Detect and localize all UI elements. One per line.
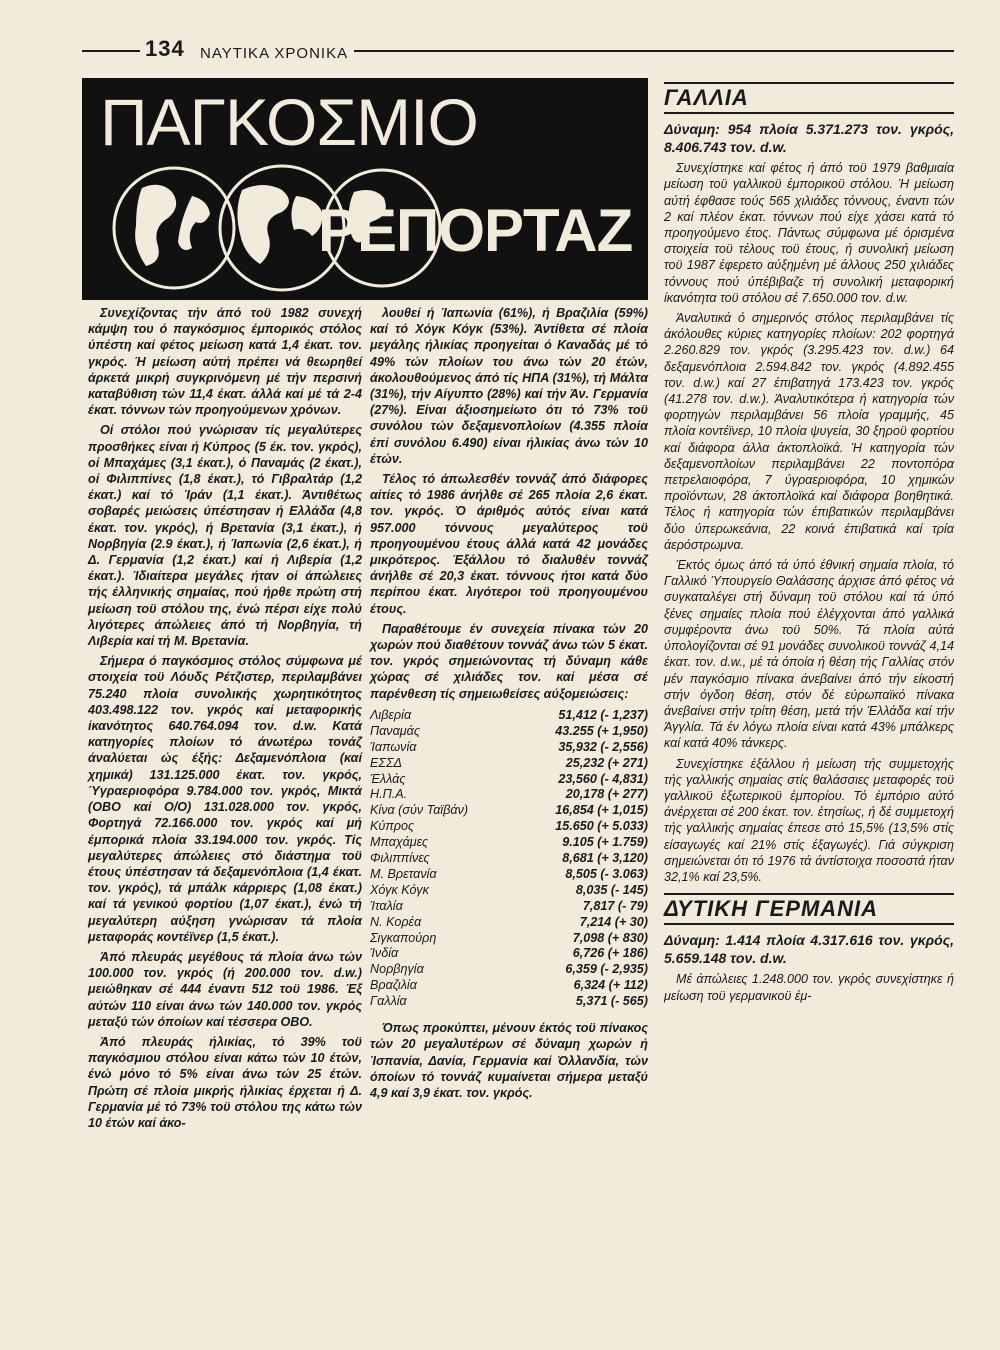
tonnage-value: 6,359 (- 2,935) bbox=[565, 962, 648, 977]
paragraph: Όπως προκύπτει, μένουν έκτός τοϋ πίνακος τών 20 μεγαλυτέρων σέ δύναμη χωρών ή Ίσπανία, Δανία, Γερμανία καί Όλλανδία, τών όποίων τό τοννάζ κυμαίνεται σήμερα μεταξύ 4,9 καί 3,9 έκατ. τον. γκρός. bbox=[370, 1021, 648, 1100]
country-name: Γαλλία bbox=[370, 994, 407, 1009]
country-name: Μ. Βρετανία bbox=[370, 866, 437, 881]
country-name: Ν. Κορέα bbox=[370, 914, 422, 929]
table-row bbox=[370, 867, 648, 883]
banner-title-line2: ΡΕΠΟΡΤΑΖ bbox=[318, 197, 633, 264]
tonnage-value: 16,854 (+ 1,015) bbox=[555, 803, 648, 818]
header-rule-left bbox=[82, 50, 140, 52]
page-number: 134 bbox=[145, 36, 185, 61]
country-name: Κύπρος bbox=[370, 819, 415, 834]
table-row bbox=[370, 756, 648, 772]
country-name: Έλλάς bbox=[370, 771, 406, 786]
paragraph: λουθεί ή Ίαπωνία (61%), ή Βραζιλία (59%) καί τό Χόγκ Κόγκ (53%). Άντίθετα σέ πλοία μεγάλης ήλικίας προηγείται ό Καναδάς μέ τό 49% τών πλοίων του άνω τών 20 έτών, άκολουθούμενος άπό τίς ΗΠΑ (31%), τή Μάλτα (31%), τήν Αίγυπτο (28%) καί τήν Άν. Γερμανία (27%). Είναι άξιοσημείωτο ότι τό 73% τοϋ συνόλου τών δεξαμενοπλοίων (4.355 πλοία έπί συνόλου 6.490) είναι ήλικίας άνω τών 10 έτών. bbox=[370, 306, 648, 466]
section-rule bbox=[664, 923, 954, 925]
tonnage-value: 15.650 (+ 5.033) bbox=[555, 819, 648, 834]
table-row bbox=[370, 978, 648, 994]
table-row bbox=[370, 851, 648, 867]
table-row bbox=[370, 899, 648, 915]
section-rule bbox=[664, 82, 954, 84]
table-row bbox=[370, 708, 648, 724]
tonnage-value: 6,324 (+ 112) bbox=[573, 978, 648, 993]
table-row bbox=[370, 915, 648, 931]
article-column-3 bbox=[664, 80, 954, 1008]
paragraph: Παραθέτουμε έν συνεχεία πίνακα τών 20 χωρών πού διαθέτουν τοννάζ άνω τών 5 έκατ. τον. γκρός σημειώνοντας τή δύναμη κάθε χώρας σέ χιλιάδες τον. καί μέσα σέ παρένθεση τίς σημειωθείσες αύξομειώσεις: bbox=[370, 621, 648, 701]
tonnage-value: 8,505 (- 3.063) bbox=[565, 866, 648, 881]
table-row bbox=[370, 994, 648, 1010]
tonnage-value: 6,726 (+ 186) bbox=[572, 946, 648, 961]
banner-title-line1: ΠΑΓΚΟΣΜΙΟ bbox=[100, 85, 478, 159]
tonnage-value: 9.105 (+ 1.759) bbox=[562, 835, 648, 850]
country-name: Λιβερία bbox=[370, 707, 412, 722]
paragraph: Συνεχίστηκε καί φέτος ή άπό τοϋ 1979 βαθμιαία μείωση τοϋ γαλλικοϋ έμπορικοϋ στόλου. Ή μείωση αύτή έφθασε τούς 565 χιλιάδες τόννους, έναντι τών 2 καί πλέον έκατ. τόννων πού είχε χάσει κατά τό προηγούμενο έτος. Πάντως σύμφωνα μέ όρισμένα στοιχεία τοϋ τέλους τοϋ έτους, ή συνολική μείωση τοϋ 1987 έφερετο αύξημένη μέ άλλους 250 χιλιάδες τόννους πού ύπέβιβαζε τή συνολική μεταφορική ίκανότητα τοϋ στόλου σέ 7.650.000 τον. d.w. bbox=[664, 161, 954, 305]
table-row bbox=[370, 931, 648, 947]
table-row bbox=[370, 835, 648, 851]
country-name: Νορβηγία bbox=[370, 962, 424, 977]
section-rule bbox=[664, 893, 954, 895]
paragraph: Συνεχίζοντας τήν άπό τοϋ 1982 συνεχή κάμψη του ό παγκόσμιος έμπορικός στόλος ύπέστη καί φέτος μείωση κατά 1,4 έκατ. τον. γκρός. Ή μείωση αύτή πρέπει νά θεωρηθεί άρκετά μικρή συγκρινόμενη μέ τήν περσινή καταβύθιση τών 11,4 έκατ. άλλά καί μέ τά 2-4 έκατ. τόννων τών προηγούμενων χρόνων. bbox=[88, 306, 362, 418]
paragraph: Μέ άπώλειες 1.248.000 τον. γκρός συνεχίστηκε ή μείωση τοϋ γερμανικοϋ έμ- bbox=[664, 972, 954, 1003]
tonnage-value: 7,214 (+ 30) bbox=[579, 914, 648, 929]
paragraph: Άπό πλευράς ήλικίας, τό 39% τοϋ παγκόσμιου στόλου είναι κάτω τών 10 έτών, ένώ μόνο τό 5% είναι άνω τών 25 έτών. Πρώτη σέ πλοία μικρής ήλικίας έρχεται ή Δ. Γερμανία μέ τό 73% τοϋ στόλου της κάτω τών 10 έτών καί άκο- bbox=[88, 1034, 362, 1130]
country-name: Μπαχάμες bbox=[370, 835, 428, 850]
table-row bbox=[370, 740, 648, 756]
tonnage-value: 51,412 (- 1,237) bbox=[558, 707, 648, 722]
paragraph: Συνεχίστηκε έξάλλου ή μείωση τής συμμετοχής τής γαλλικής σημαίας στίς θαλάσσιες μεταφορές τοϋ γαλλικοϋ έξωτερικοϋ έμπορίου. Τό έμπόριο αύτό άνέρχεται σέ 200 έκατ. τον. έτησίως, ή δέ συμμετοχή τής γαλλικής σημαίας έπεσε στό 15,5% (13,5% στίς είσαγωγές καί 21% στίς έξαγωγές). Γιά σύγκριση σημειώνεται ότι τό 1976 τά άντίστοιχα ποσοστά ήταν 32,1% καί 23,5%. bbox=[664, 756, 954, 884]
paragraph: Άπό πλευράς μεγέθους τά πλοία άνω τών 100.000 τον. γκρός (ή 200.000 τον. d.w.) μειώθηκαν σέ 444 έναντι 512 τοϋ 1986. Έξ αύτών 110 είναι άνω τών 140.000 τον. γκρός μεταξύ τών όποίων καί τέσσερα OBO. bbox=[88, 949, 362, 1029]
table-row bbox=[370, 819, 648, 835]
paragraph: Οί στόλοι πού γνώρισαν τίς μεγαλύτερες προσθήκες είναι ή Κύπρος (5 έκ. τον. γκρός), οί Μπαχάμες (3,1 έκατ.), ό Παναμάς (2 έκατ.), οί Φιλιππίνες (1,8 έκατ.), τό Γιβραλτάρ (1,2 έκατ.) καί τό Ίράν (1,1 έκατ.). Άντιθέτως σοβαρές μειώσεις ύπέστησαν ή Ελλάδα (4,8 έκατ. τον. γκρός), ή Βρετανία (3,1 έκατ.), ή Νορβηγία (2.9 έκατ.), ή Ίαπωνία (2,6 έκατ.), ή Δ. Γερμανία (1,2 έκατ.) καί ή Λιβερία (1,2 έκατ.). Ίδιαίτερα μεγάλες ήταν οί άπώλειες τής έλληνικής σημαίας, πού ήρθε πρώτη στή μείωση τοϋ στόλου της, ένώ πέρσι είχε πολύ λιγότερες άπώλειες άπό τή Νορβηγία, τή Λιβερία καί τή Μ. Βρετανία. bbox=[88, 423, 362, 649]
table-row bbox=[370, 803, 648, 819]
tonnage-value: 25,232 (+ 271) bbox=[565, 755, 648, 770]
tonnage-value: 43.255 (+ 1,950) bbox=[555, 723, 648, 738]
paragraph: Έκτός όμως άπό τά ύπό έθνική σημαία πλοία, τό Γαλλικό Ύπουργείο Θαλάσσης άρχισε άπό φέτος νά συγκαταλέγει στή δύναμη τοϋ στόλου καί τά ύπό ξένες σημαίες πλοία πού έλέγχονται άπό γαλλικά συμφέροντα άνω τοϋ 50%. Τά πλοία αύτά ύπολογίζονται σέ 91 μονάδες συνολικοϋ τοννάζ 4,14 έκατ. τον. d.w., μέ τά όποία ή θέση τής Γαλλίας στόν μέν παγκόσμιο πίνακα άνεβαίνει άπό τήν είκοστή στήν όγδοη θέση, στόν δέ εύρωπαϊκό πίνακα άνεβαίνει στήν τρίτη θέση, μετά τήν Έλλάδα καί τήν Άγγλία. Τά έν λόγω πλοία είναι κατά 43% μπάλκερς καί κατά 40% τάνκερς. bbox=[664, 558, 954, 751]
country-name: Σιγκαπούρη bbox=[370, 930, 437, 945]
tonnage-value: 23,560 (- 4,831) bbox=[558, 771, 648, 786]
tonnage-value: 35,932 (- 2,556) bbox=[558, 739, 648, 754]
country-name: ΕΣΣΔ bbox=[370, 755, 402, 770]
table-row bbox=[370, 772, 648, 788]
section-rule bbox=[664, 112, 954, 114]
table-row bbox=[370, 883, 648, 899]
country-name: Χόγκ Κόγκ bbox=[370, 882, 429, 897]
table-row bbox=[370, 724, 648, 740]
section-banner bbox=[82, 78, 648, 300]
country-name: Κίνα (σύν Ταϊβάν) bbox=[370, 803, 469, 818]
france-stats: Δύναμη: 954 πλοία 5.371.273 τον. γκρός, 8.406.743 τον. d.w. bbox=[664, 121, 954, 156]
tonnage-value: 20,178 (+ 277) bbox=[565, 787, 648, 802]
magazine-name: ΝΑΥΤΙΚΑ ΧΡΟΝΙΚΑ bbox=[200, 45, 349, 62]
paragraph: Σήμερα ό παγκόσμιος στόλος σύμφωνα μέ στοιχεία τοϋ Λόυδς Ρέτζιστερ, περιλαμβάνει 75.240 πλοία συνολικής χωρητικότητος 403.498.122 τον. γκρός καί μεταφορικής ίκανότητος 640.764.094 τον. d.w. Κατά κατηγορίες πλοίων τό άνωτέρω τονάζ άναλύεται ώς έξής: Δεξαμενόπλοια (καί χημικά) 131.125.000 έκατ. τον. γκρός, Ύγραεριοφόρα 9.784.000 τον. γκρός, Μικτά (OBO καί O/O) 131.028.000 τον. γκρός, Φορτηγά 72.166.000 τον. γκρός καί μή έμπορικά πλοία 33.194.000 τον. γκρός. Τίς μεγαλύτερες άπώλειες στό διάστημα τοϋ έτους ύπέστησαν τά δεξαμενόπλοια (1,4 έκατ. τον. γκρός), τά μπάλκ κάρριερς (1,08 έκατ.) καί τά γενικού φορτίου (1,07 έκατ.), ένώ τή μεγαλύτερη αύξηση γνώρισαν τά πλοία μεταφοράς κοντέϊνερ (1,5 έκατ.). bbox=[88, 654, 362, 944]
tonnage-value: 8,681 (+ 3,120) bbox=[562, 851, 648, 866]
paragraph: Τέλος τό άπωλεσθέν τοννάζ άπό διάφορες αίτίες τό 1986 άνήλθε σέ 265 πλοία 2,6 έκατ. τον. γκρός. Ό άριθμός αύτός είναι κατά 957.000 τόννους μεγαλύτερος τοϋ προηγουμένου έτους άλλά κατά 42 μονάδες μικρότερος. Έξάλλου τό διαλυθέν τοννάζ άνήλθε σέ 20,3 έκατ. τόννους ήτοι κατά δύο περίπου έκατ. λιγότεροι τοϋ προηγουμένου έτους. bbox=[370, 472, 648, 616]
article-column-2 bbox=[370, 305, 648, 1105]
country-name: Η.Π.Α. bbox=[370, 787, 408, 802]
country-name: Ίαπωνία bbox=[370, 739, 417, 754]
section-title-west-germany: ΔΥΤΙΚΗ ΓΕΡΜΑΝΙΑ bbox=[664, 896, 879, 922]
country-name: Βραζιλία bbox=[370, 978, 417, 993]
tonnage-value: 7,098 (+ 830) bbox=[572, 930, 648, 945]
fleet-table bbox=[370, 708, 648, 1010]
tonnage-value: 5,371 (- 565) bbox=[575, 994, 648, 1009]
west-germany-stats: Δύναμη: 1.414 πλοία 4.317.616 τον. γκρός, 5.659.148 τον. d.w. bbox=[664, 932, 954, 967]
table-row bbox=[370, 787, 648, 803]
tonnage-value: 8,035 (- 145) bbox=[575, 882, 648, 897]
paragraph: Άναλυτικά ό σημερινός στόλος περιλαμβάνει τίς άκόλουθες κύριες κατηγορίες πλοίων: 202 φορτηγά 2.260.829 τον. γκρός (3.295.423 τον. d.w.) 64 δεξαμενόπλοια 2.594.842 τον. γκρός (4.892.455 τον. d.w.) καί 27 έπιβατηγά 173.423 τον. γκρός (41.278 τον. d.w.). Άναλυτικότερα ή κατηγορία τών φορτηγών περιλαμβάνει 56 πλοία γραμμής, 45 πλοία κοντέϊνερ, 10 πλοία ψυγεία, 30 ξηροϋ φορτίου καί διάφορα άλλα άκτοπλοϊκά. Ή κατηγορία τών δεξαμενοπλοίων περιλαμβάνει 22 ποντοπόρα πετρελαιοφόρα, 7 ύγραεριοφόρα, 10 χημικών προϊόντων, 28 άκτοπλοϊκά καί διάφορα βοηθητικά. Τέλος ή κατηγορία τών έπιβατικών περιλαμβάνει δύο ύπερωκεάνια, 22 κοινά έπιβατικά καί τρία άερόστρωμνα. bbox=[664, 311, 954, 552]
country-name: Παναμάς bbox=[370, 723, 420, 738]
section-title-france: ΓΑΛΛΙΑ bbox=[664, 85, 749, 110]
article-column-1 bbox=[88, 305, 362, 1135]
country-name: Ίνδία bbox=[370, 946, 399, 961]
country-name: Ίταλία bbox=[370, 898, 403, 913]
table-row bbox=[370, 946, 648, 962]
tonnage-value: 7,817 (- 79) bbox=[582, 898, 648, 913]
header-rule-right bbox=[354, 50, 954, 52]
country-name: Φιλιππίνες bbox=[370, 851, 430, 866]
table-row bbox=[370, 962, 648, 978]
